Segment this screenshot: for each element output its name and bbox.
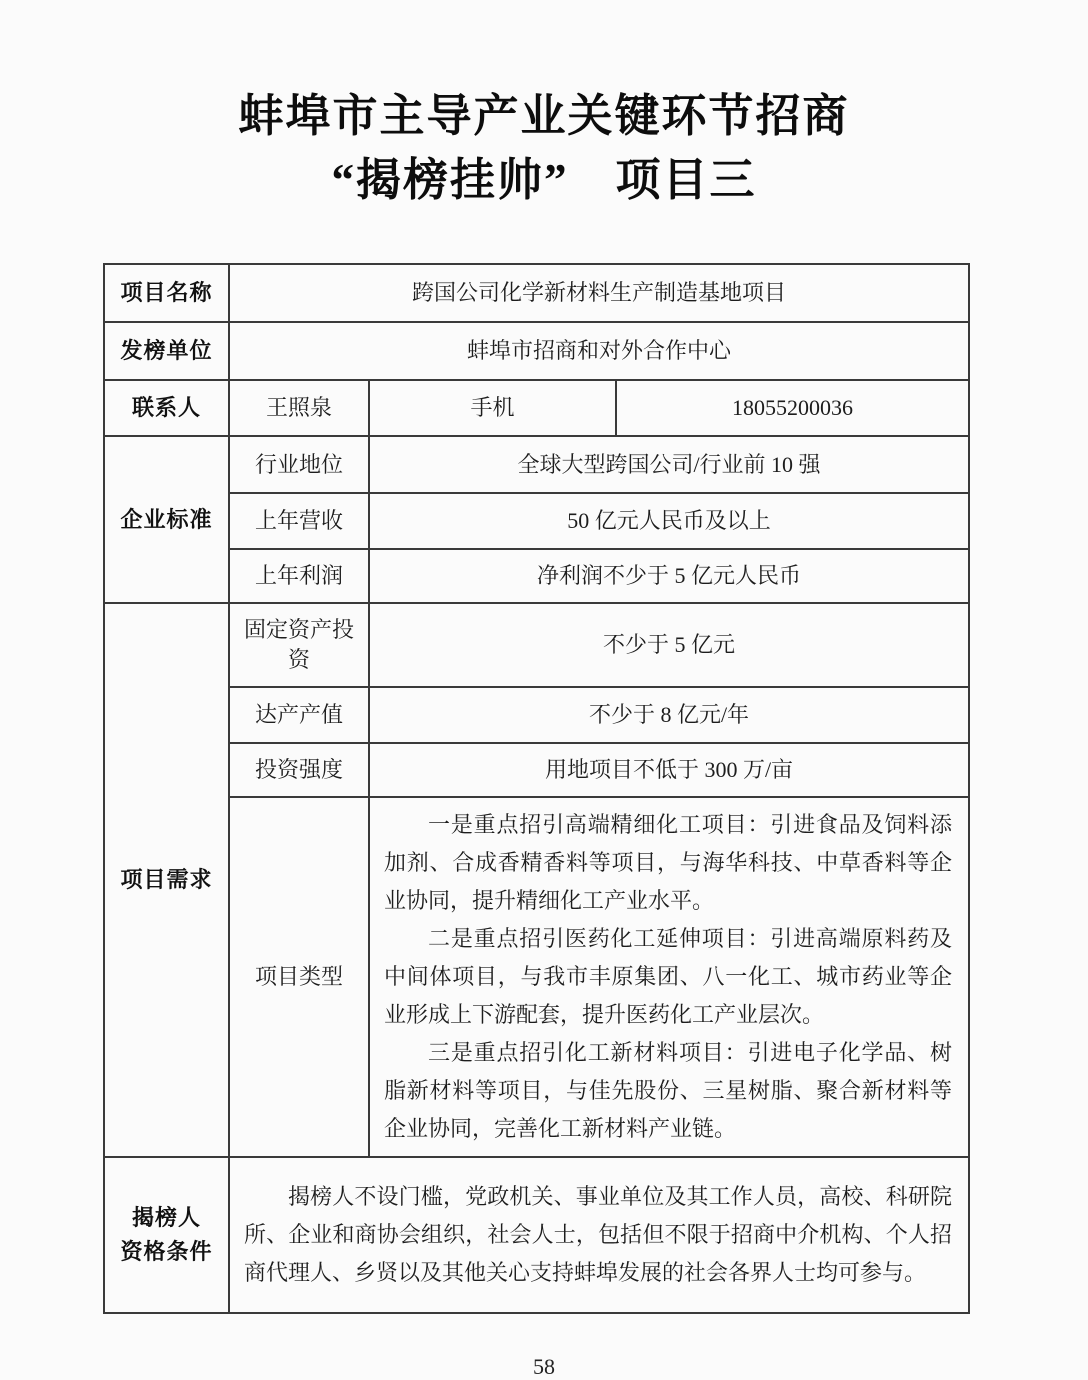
eligibility-paragraph: 揭榜人不设门槛，党政机关、事业单位及其工作人员，高校、科研院所、企业和商协会组织，社会人士，包括但不限于招商中介机构、个人招商代理人、乡贤以及其他关心支持蚌埠发展的社会各界人士均可参与。: [244, 1184, 952, 1285]
eligibility-label-line1: 揭榜人: [131, 1205, 201, 1230]
eligibility-label-line2: 资格条件: [120, 1239, 213, 1264]
investment-intensity-value: 用地项目不低于 300 万/亩: [369, 743, 969, 797]
industry-status-label: 行业地位: [229, 436, 369, 493]
project-name-value: 跨国公司化学新材料生产制造基地项目: [229, 264, 969, 322]
reached-output-value-label: 达产产值: [229, 687, 369, 743]
contact-name: 王照泉: [229, 380, 369, 436]
row-reached-output-value: [104, 687, 969, 743]
page-number: 58: [533, 1354, 555, 1379]
eligibility-value-cell: [229, 1157, 969, 1313]
row-industry-status: [104, 436, 969, 493]
fixed-asset-investment-label: 固定资产投资: [229, 603, 369, 687]
project-type-value: [369, 797, 969, 1157]
investment-intensity-label: 投资强度: [229, 743, 369, 797]
row-investment-intensity: [104, 743, 969, 797]
row-last-year-revenue: [104, 493, 969, 549]
row-issuer: [104, 322, 969, 380]
project-name-label: 项目名称: [104, 264, 229, 322]
row-fixed-asset-investment: [104, 603, 969, 687]
issuer-value: 蚌埠市招商和对外合作中心: [229, 322, 969, 380]
row-project-name: [104, 264, 969, 322]
issuer-label: 发榜单位: [104, 322, 229, 380]
last-year-profit-value: 净利润不少于 5 亿元人民币: [369, 549, 969, 603]
row-project-type: [104, 797, 969, 1157]
fixed-asset-investment-value: 不少于 5 亿元: [369, 603, 969, 687]
project-type-label: 项目类型: [229, 797, 369, 1157]
last-year-revenue-label: 上年营收: [229, 493, 369, 549]
reached-output-value-value: 不少于 8 亿元/年: [369, 687, 969, 743]
enterprise-standard-label: 企业标准: [104, 436, 229, 603]
last-year-profit-label: 上年利润: [229, 549, 369, 603]
project-type-paragraph-1: 一是重点招引高端精细化工项目：引进食品及饲料添加剂、合成香精香料等项目，与海华科技、中草香料等企业协同，提升精细化工产业水平。: [384, 812, 952, 913]
eligibility-label: [104, 1157, 229, 1313]
last-year-revenue-value: 50 亿元人民币及以上: [369, 493, 969, 549]
industry-status-value: 全球大型跨国公司/行业前 10 强: [369, 436, 969, 493]
contact-label: 联系人: [104, 380, 229, 436]
project-type-paragraph-2: 二是重点招引医药化工延伸项目：引进高端原料药及中间体项目，与我市丰原集团、八一化工、城市药业等企业形成上下游配套，提升医药化工产业层次。: [384, 926, 952, 1027]
project-requirements-label: 项目需求: [104, 603, 229, 1157]
document-title-line2: “揭榜挂帅” 项目三: [331, 155, 757, 205]
row-last-year-profit: [104, 549, 969, 603]
contact-phone-number: 18055200036: [616, 380, 969, 436]
project-type-paragraph-3: 三是重点招引化工新材料项目：引进电子化学品、树脂新材料等项目，与佳先股份、三星树脂、聚合新材料等企业协同，完善化工新材料产业链。: [384, 1040, 952, 1141]
document-title-line1: 蚌埠市主导产业关键环节招商: [238, 91, 850, 141]
contact-phone-label: 手机: [369, 380, 616, 436]
project-info-table: [103, 263, 970, 1314]
row-contact: [104, 380, 969, 436]
document-title: [0, 84, 1088, 212]
row-eligibility: [104, 1157, 969, 1313]
